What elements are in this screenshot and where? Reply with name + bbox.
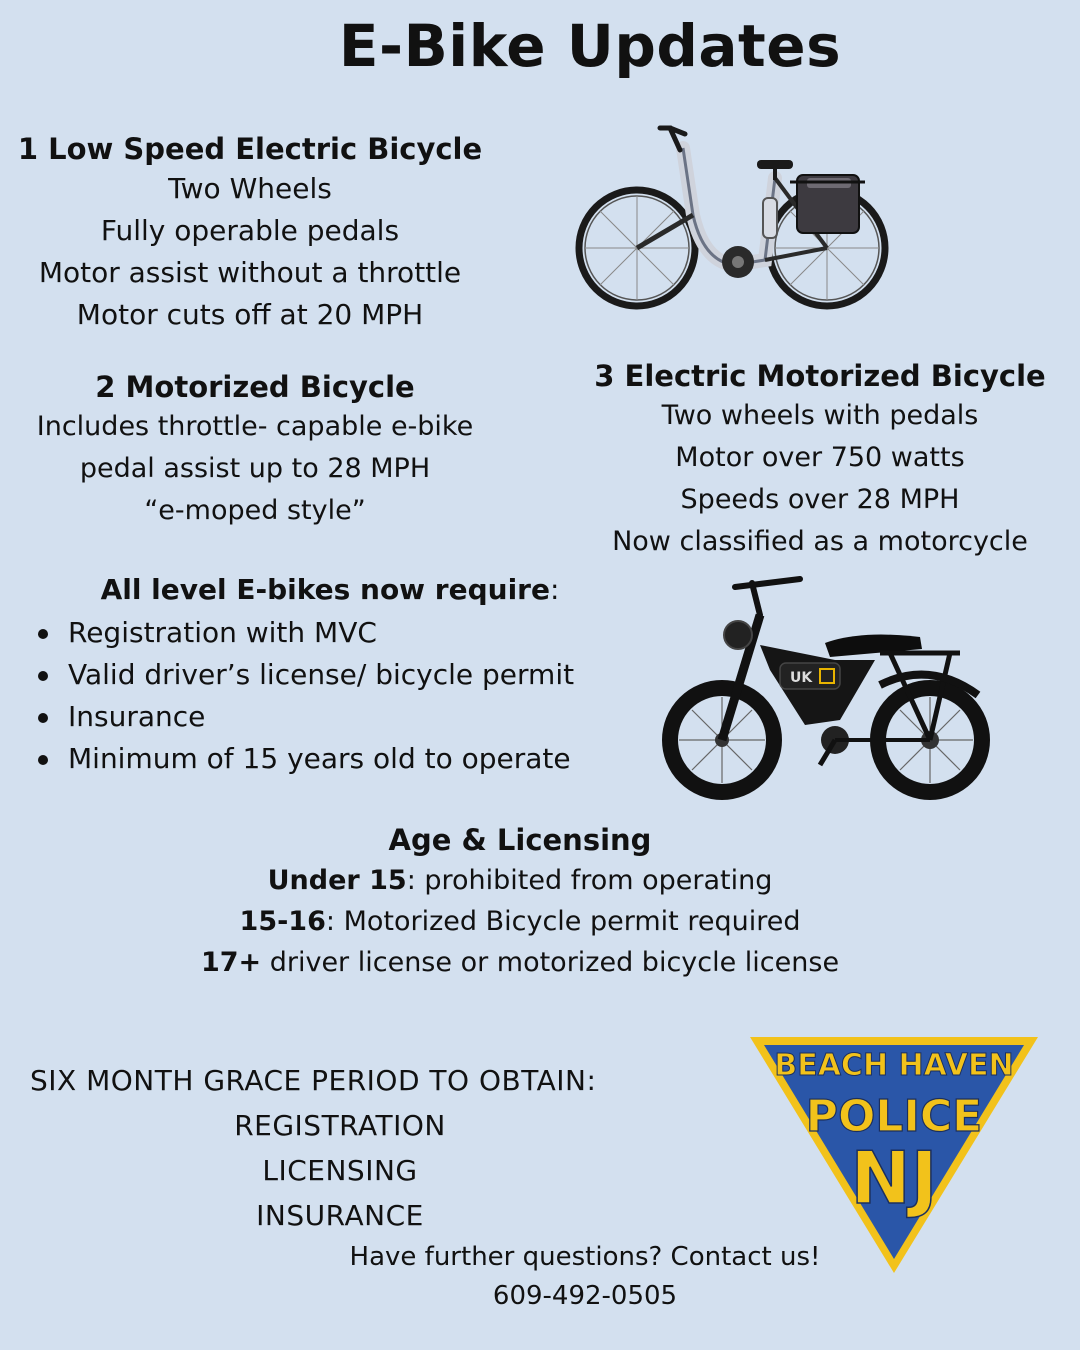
list-item (30, 696, 574, 738)
bullet-icon (38, 755, 48, 765)
class-2-heading: 2 Motorized Bicycle (95, 370, 415, 404)
age-row-label: 17+ (200, 947, 262, 978)
contact-question: Have further questions? Contact us! (349, 1242, 821, 1272)
contact-phone: 609-492-0505 (492, 1281, 678, 1311)
class-3-line: Two wheels with pedals (661, 400, 979, 431)
class-1-line: Two Wheels (168, 172, 332, 205)
age-row-text: : Motorized Bicycle permit required (325, 906, 801, 937)
age-row (180, 942, 860, 983)
grace-period-item: REGISTRATION (234, 1109, 446, 1142)
badge-line2: POLICE (805, 1091, 983, 1142)
grace-period-section (20, 1058, 660, 1238)
class-2-line: Includes throttle- capable e-bike (36, 411, 474, 442)
class-3-section (590, 357, 1050, 563)
age-row-text: : prohibited from operating (406, 865, 773, 896)
requirements-heading-colon: : (549, 573, 560, 606)
fat-tire-ebike-image (660, 575, 1000, 805)
list-item (30, 612, 574, 654)
page-title: E-Bike Updates (338, 12, 842, 80)
age-row-label: Under 15 (267, 865, 407, 896)
badge-line3: NJ (850, 1136, 938, 1220)
class-3-line: Speeds over 28 MPH (680, 484, 960, 515)
age-row (180, 860, 860, 901)
class-2-line: pedal assist up to 28 MPH (79, 453, 431, 484)
age-licensing-section (180, 820, 860, 983)
list-item (30, 654, 574, 696)
badge-line1: BEACH HAVEN (774, 1048, 1014, 1083)
requirement-text: Insurance (68, 700, 206, 733)
class-3-line: Now classified as a motorcycle (612, 526, 1028, 557)
class-1-line: Fully operable pedals (100, 214, 400, 247)
bullet-icon (38, 713, 48, 723)
requirements-list (30, 612, 574, 780)
ebike-brand-text: UK (790, 670, 813, 686)
age-row-label: 15-16 (239, 906, 326, 937)
grace-period-item: INSURANCE (256, 1199, 424, 1232)
class-2-line: “e-moped style” (144, 495, 366, 526)
list-item (30, 738, 574, 780)
class-2-section (10, 368, 500, 532)
class-1-section (10, 130, 490, 336)
age-row-text: driver license or motorized bicycle license (261, 947, 840, 978)
age-row (180, 901, 860, 942)
class-1-heading: 1 Low Speed Electric Bicycle (17, 132, 483, 166)
city-ebike-image (575, 120, 885, 315)
requirement-text: Registration with MVC (68, 616, 377, 649)
class-1-line: Motor assist without a throttle (38, 256, 462, 289)
class-3-heading: 3 Electric Motorized Bicycle (594, 359, 1046, 393)
grace-period-heading: SIX MONTH GRACE PERIOD TO OBTAIN: (30, 1064, 597, 1097)
bullet-icon (38, 671, 48, 681)
requirement-text: Minimum of 15 years old to operate (68, 742, 571, 775)
age-licensing-heading: Age & Licensing (388, 823, 652, 857)
bullet-icon (38, 629, 48, 639)
requirement-text: Valid driver’s license/ bicycle permit (68, 658, 575, 691)
requirements-heading-bold: All level E-bikes now require (100, 573, 550, 606)
requirements-heading (30, 570, 630, 610)
class-3-line: Motor over 750 watts (675, 442, 965, 473)
class-1-line: Motor cuts off at 20 MPH (76, 298, 424, 331)
police-badge-image (746, 1033, 1042, 1278)
grace-period-item: LICENSING (262, 1154, 418, 1187)
